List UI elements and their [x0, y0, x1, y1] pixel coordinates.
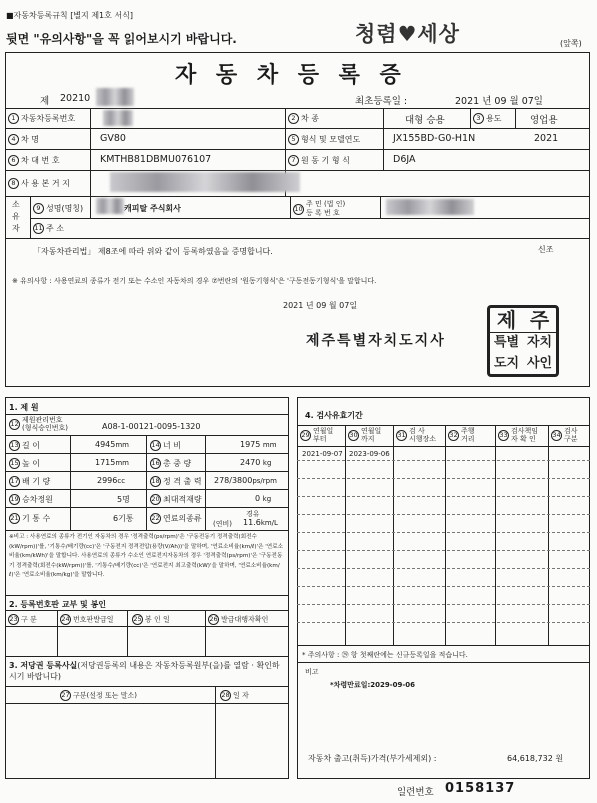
mgmt-number-label: 12 제원관리번호 (형식승인번호)	[10, 416, 69, 432]
use-label: 3 용도	[473, 113, 501, 124]
price-value: 64,618,732 원	[507, 754, 564, 763]
seating-label: 19 승차정원	[10, 495, 53, 504]
model-label: 5 형식 및 모델연도	[288, 134, 360, 145]
cert-number-value: 20210	[60, 93, 91, 104]
fuel-efficiency-label: (연비)	[213, 520, 232, 528]
vehicle-type-label: 2 차 종	[288, 113, 319, 124]
redacted-reg-no	[103, 110, 133, 126]
rated-power-label: 18 정 격 출 력	[151, 477, 202, 486]
inspection-row1-from: 2021-09-07	[302, 450, 343, 458]
issuer-name: 제주특별자치도지사	[306, 333, 446, 349]
cylinders-value: 6기통	[113, 514, 134, 523]
mortgage-col-type: 27 구분(설정 또는 말소)	[61, 691, 138, 700]
base-location-label: 8 사 용 본 거 지	[8, 178, 70, 189]
redacted-cert-number	[96, 88, 134, 106]
length-value: 4945mm	[95, 440, 129, 449]
issue-date: 2021 년 09 월 07일	[283, 301, 358, 310]
plates-section-title: 2. 등록번호판 교부 및 봉인	[9, 600, 107, 609]
vin-label: 6 차 대 번 호	[8, 155, 60, 166]
address-label: 11 주 소	[34, 224, 64, 233]
redacted-base-location	[110, 172, 300, 192]
engine-value: D6JA	[393, 154, 416, 165]
redacted-id-number	[386, 199, 474, 215]
max-load-value: 0 kg	[255, 494, 272, 503]
first-reg-label: 최초등록일 :	[355, 96, 408, 107]
inspection-section-title: 4. 검사유효기간	[305, 411, 363, 420]
engine-label: 7 원 동 기 형 식	[288, 155, 350, 166]
first-reg-date: 2021 년 09 월 07일	[455, 96, 543, 107]
mortgage-col-date: 28 일 자	[221, 691, 249, 700]
displacement-value: 2996cc	[97, 476, 126, 485]
seating-value: 5명	[117, 495, 130, 504]
plates-col-category: 23 구 분	[9, 615, 37, 624]
fuel-type-label: 22 연료의종류	[151, 514, 202, 523]
inspection-col-to: 30 연월일 까지	[349, 427, 382, 443]
inspection-col-from: 29 연월일 부터	[301, 427, 334, 443]
reg-no-field-label: 1 자동차등록번호	[8, 113, 75, 124]
inspection-caution: * 주의사항 : ㉙ 항 첫째란에는 신규등록일을 적습니다.	[302, 651, 468, 659]
width-label: 14 너 비	[151, 441, 181, 450]
car-name-value: GV80	[100, 133, 126, 144]
cert-number-label: 제	[40, 96, 50, 107]
specs-footnote: ※비고 : 사용연료의 종류가 전기인 자동차의 경우 '정격출력(ps/rpm)'은 '구동전동기 정격출력(회전수(kW/rpm))'를, '기통수/배기량(cc)'은 '구동전지 정격전압(용량(V/Ah))'을 말하며, '연료소비율(km/ℓ)'은 '연료소비율(km/kWh)'을 말합니다. 사용연료의 종류가 수소인 연료전지자동차의 경우 '정격출력(ps/rpm)'은 '구동전동기 정격출력(회전수(kW/rpm))'를, '기통수/배기량(cc)'은 '연료전지 최고출력(kW)'을 말하며, '연료소비율(km/ℓ)'은 '연료소비율(km/kg)'을 말합니다.	[9, 534, 284, 579]
integrity-logo: 청렴♥세상	[355, 21, 460, 46]
specs-section-title: 1. 제 원	[9, 403, 39, 412]
max-load-label: 20 최대적재량	[151, 495, 202, 504]
gross-weight-value: 2470 kg	[240, 458, 272, 467]
certification-statement: 「자동차관리법」 제8조에 따라 위와 같이 등록하였음을 증명합니다.	[33, 247, 273, 256]
id-number-label: 10 주 민 (법 인) 등 록 번 호	[294, 200, 346, 217]
fuel-type-value: 경유	[246, 510, 260, 518]
certificate-title: 자 동 차 등 록 증	[175, 62, 407, 88]
inspection-row1-to: 2023-09-06	[349, 450, 390, 458]
inspection-col-inspector: 33 검사책임 자 확 인	[499, 427, 539, 443]
height-value: 1715mm	[95, 458, 129, 467]
price-label: 자동차 출고(취득)가격(부가세제외) :	[308, 754, 437, 763]
gross-weight-label: 16 총 중 량	[151, 459, 192, 468]
width-value: 1975 mm	[240, 440, 277, 449]
fuel-efficiency-value: 11.6km/L	[243, 518, 278, 527]
side-label: (앞쪽)	[560, 39, 582, 48]
owner-side-label: 소 유 자	[12, 200, 20, 233]
remarks-value: *차령만료일:2029-09-06	[330, 681, 416, 689]
serial-label: 일련번호	[397, 787, 434, 798]
model-year: 2021	[534, 133, 559, 144]
inspection-col-place: 31 검 사 시행장소	[397, 427, 437, 443]
official-seal-stamp: 제 주 특별 자치 도지 사인	[487, 305, 559, 377]
plates-col-agent-check: 26 발급대행자확인	[209, 615, 269, 624]
new-registration-label: 신조	[538, 245, 554, 254]
length-label: 13 길 이	[10, 441, 40, 450]
inspection-col-mileage: 32 주행 거리	[449, 427, 475, 443]
plates-col-issue-date: 24 번호판발급일	[61, 615, 114, 624]
remarks-label: 비고	[305, 668, 319, 676]
vin-value: KMTHB81DBMU076107	[100, 154, 212, 165]
mortgage-section: 3. 저당권 등록사실(저당권등록의 내용은 자동차등록원부(을)를 열람 · 확인하시기 바랍니다)	[9, 661, 280, 681]
car-name-label: 4 차 명	[8, 134, 39, 145]
notice-text: 뒷면 "유의사항"을 꼭 읽어보시기 바랍니다.	[6, 32, 237, 46]
inspection-col-type: 34 검사 구분	[552, 427, 578, 443]
cylinders-label: 21 기 통 수	[10, 514, 51, 523]
caution-note: ※ 유의사항 : 사용연료의 종류가 전기 또는 수소인 자동차의 경우 ⑦번란의 '원동기형식'은 '구동전동기형식'을 말합니다.	[12, 277, 377, 285]
vehicle-type-value: 대형 승용	[405, 115, 445, 126]
owner-name-value: 캐피탈 주식회사	[124, 204, 181, 213]
redacted-owner-name	[96, 198, 124, 214]
displacement-label: 17 배 기 량	[10, 477, 51, 486]
mgmt-number-value: A08-1-00121-0095-1320	[102, 422, 201, 431]
model-value: JX155BD-G0-H1N	[393, 133, 476, 144]
serial-value: 0158137	[445, 781, 516, 796]
owner-name-label: 9 성명(명칭)	[33, 203, 83, 214]
rated-power-value: 278/3800ps/rpm	[214, 476, 277, 485]
plates-col-seal-date: 25 봉 인 일	[133, 615, 170, 624]
regulation-label: ■자동차등록규칙 [별지 제1호 서식]	[6, 11, 133, 20]
use-value: 영업용	[530, 115, 558, 126]
specs-box	[5, 397, 289, 779]
height-label: 15 높 이	[10, 459, 40, 468]
